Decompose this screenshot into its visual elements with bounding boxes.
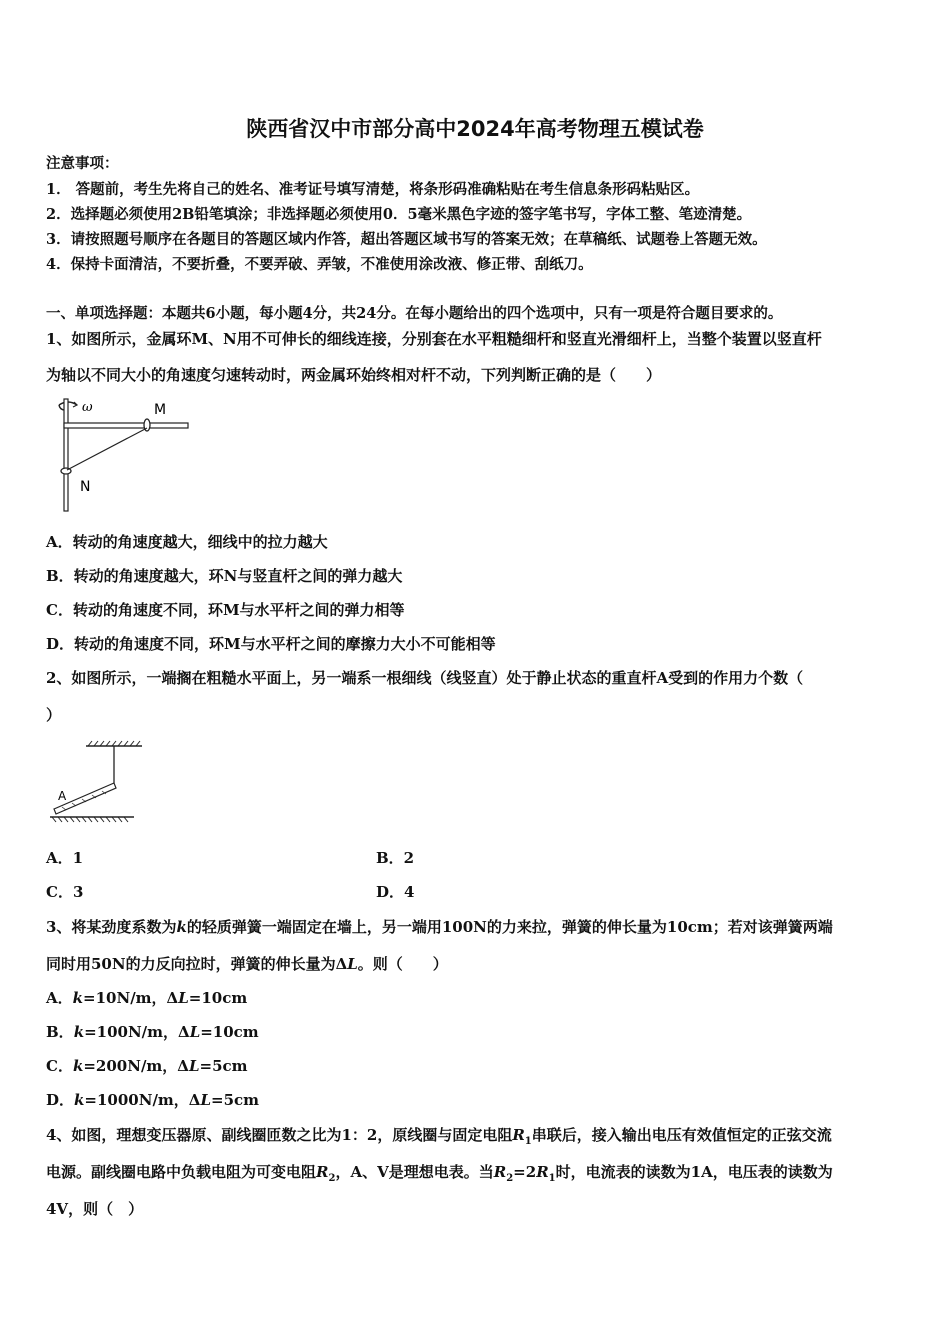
q2-option-a: A．1 <box>46 849 84 867</box>
q4-stem: 4、如图，理想变压器原、副线圈匝数之比为1：2，原线圈与固定电阻$R_1$串联后，接入输出电压有效值恒定的正弦交流 <box>46 1126 832 1147</box>
q3-stem: 同时用50N的力反向拉时，弹簧的伸长量为ΔL。则（ ） <box>46 955 448 973</box>
q3-option-d: D．k=1000N/m，ΔL=5cm <box>46 1091 260 1109</box>
q2-option-c: C．3 <box>46 883 84 901</box>
q4-stem: 电源。副线圈电路中负载电阻为可变电阻$R_2$，A、V是理想电表。当$R_2=2R_1$时，电流表的读数为1A，电压表的读数为 <box>46 1163 833 1184</box>
q1-option-c: C．转动的角速度不同，环M与水平杆之间的弹力相等 <box>46 601 405 619</box>
section-heading: 一、单项选择题：本题共6小题，每小题4分，共24分。在每小题给出的四个选项中，只有一项是符合题目要求的。 <box>46 305 783 322</box>
q1-option-d: D．转动的角速度不同，环M与水平杆之间的摩擦力大小不可能相等 <box>46 635 496 653</box>
q3-option-b: B．k=100N/m，ΔL=10cm <box>46 1023 259 1041</box>
q2-stem: 2、如图所示，一端搁在粗糙水平面上，另一端系一根细线（线竖直）处于静止状态的重直杆A受到的作用力个数（ <box>46 669 804 687</box>
thread-line <box>67 428 147 470</box>
q1-stem: 1、如图所示，金属环M、N用不可伸长的细线连接，分别套在水平粗糙细杆和竖直光滑细杆上，当整个装置以竖直杆 <box>46 330 822 348</box>
omega-label: ω <box>82 400 93 415</box>
notice-heading: 注意事项： <box>46 155 119 172</box>
q3-option-a: A．k=10N/m，ΔL=10cm <box>46 989 248 1007</box>
rod-a-label: A <box>58 789 67 803</box>
q1-option-a: A．转动的角速度越大，细线中的拉力越大 <box>46 533 328 551</box>
vertical-rod <box>64 399 68 511</box>
horizontal-rod <box>64 423 188 428</box>
notice-item: 3．请按照题号顺序在各题目的答题区域内作答，超出答题区域书写的答案无效；在草稿纸、试题卷上答题无效。 <box>46 231 767 248</box>
page-title: 陕西省汉中市部分高中2024年高考物理五模试卷 <box>246 117 704 141</box>
q4-stem: 4V，则（ ） <box>46 1200 144 1218</box>
q2-option-d: D．4 <box>376 883 415 901</box>
q1-stem: 为轴以不同大小的角速度匀速转动时，两金属环始终相对杆不动，下列判断正确的是（ ） <box>46 366 662 384</box>
q3-stem: 3、将某劲度系数为k的轻质弹簧一端固定在墙上，另一端用100N的力来拉，弹簧的伸长量为10cm；若对该弹簧两端 <box>46 918 833 936</box>
n-label: N <box>80 479 91 495</box>
notice-item: 4．保持卡面清洁，不要折叠，不要弄破、弄皱，不准使用涂改液、修正带、刮纸刀。 <box>46 256 593 273</box>
m-label: M <box>154 402 167 418</box>
q1-option-b: B．转动的角速度越大，环N与竖直杆之间的弹力越大 <box>46 567 403 585</box>
q2-option-b: B．2 <box>376 849 415 867</box>
notice-item: 1． 答题前，考生先将自己的姓名、准考证号填写清楚，将条形码准确粘贴在考生信息条形码粘贴区。 <box>46 181 700 198</box>
q1-figure <box>46 396 196 514</box>
q2-stem: ） <box>46 706 62 724</box>
q2-figure <box>48 740 144 828</box>
notice-item: 2．选择题必须使用2B铅笔填涂；非选择题必须使用0．5毫米黑色字迹的签字笔书写，字体工整、笔迹清楚。 <box>46 206 752 223</box>
q3-option-c: C．k=200N/m，ΔL=5cm <box>46 1057 248 1075</box>
